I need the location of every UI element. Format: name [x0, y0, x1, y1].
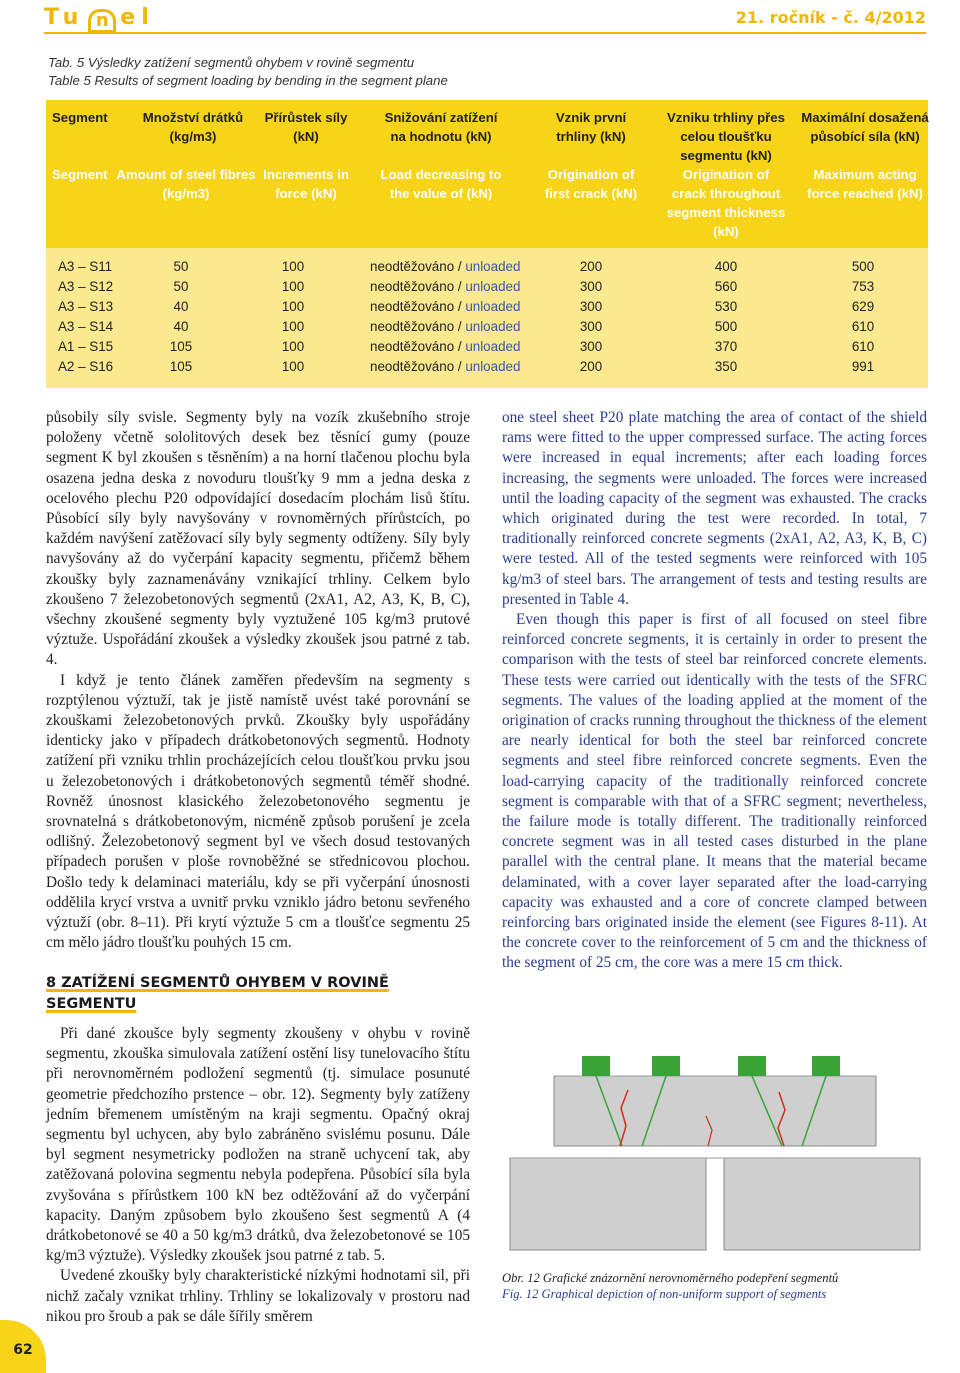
cell-increment: 100 — [281, 359, 305, 374]
logo-letter: l — [141, 5, 155, 30]
cell-load-cz: neodtěžováno — [370, 339, 455, 354]
cell-load-en: unloaded — [465, 299, 521, 314]
cell-load-en: unloaded — [465, 359, 521, 374]
cell-first-crack: 300 — [579, 339, 603, 354]
cell-through-crack: 350 — [714, 359, 738, 374]
figure-12 — [502, 1046, 928, 1262]
cell-load-cz: neodtěžováno — [370, 299, 455, 314]
cell-load: neodtěžováno / unloaded — [370, 299, 521, 314]
table-row — [46, 277, 928, 297]
table-row — [46, 297, 928, 317]
cell-first-crack: 200 — [579, 259, 603, 274]
cell-increment: 100 — [281, 259, 305, 274]
logo-letter: T — [44, 5, 63, 30]
cell-max-force: 610 — [851, 339, 875, 354]
cell-max-force: 991 — [851, 359, 875, 374]
cell-first-crack: 200 — [579, 359, 603, 374]
header-through-crack-en: Origination of crack throughout segment thickness (kN) — [666, 167, 786, 239]
header-divider — [44, 32, 926, 34]
cell-through-crack: 370 — [714, 339, 738, 354]
journal-logo — [44, 5, 155, 33]
shield-ram — [738, 1056, 766, 1076]
cell-max-force: 629 — [851, 299, 875, 314]
paragraph: Uvedené zkoušky byly charakteristické nízkými hodnotami sil, při nichž začaly vznikat trhliny. Trhliny se lokalizovaly v prostoru nad nikou pro šroub a pak se dále šířily směrem — [46, 1267, 470, 1325]
paragraph: one steel sheet P20 plate matching the area of contact of the shield rams were fitted to the upper compressed surface. The acting forces were increased in equal increments; after each loading forces increasing, the segments were unloaded. The forces were increased until the loading capacity of the segment was exhausted. The cracks which originated during the test were recorded. In total, 7 traditionally reinforced concrete segments (2xA1, A2, A3, K, B, C) were tested. All of the tested segments were reinforced with 105 kg/m3 of steel bars. The arrangement of tests and testing results are presented in Table 4. — [502, 409, 927, 608]
cell-load-en: unloaded — [465, 319, 521, 334]
cell-fibres: 50 — [173, 279, 189, 294]
cell-segment: A2 – S16 — [58, 359, 114, 374]
issue-label: 21. ročník - č. 4/2012 — [735, 8, 926, 27]
cell-load: neodtěžováno / unloaded — [370, 339, 521, 354]
logo-letter: e — [120, 5, 142, 30]
results-table — [46, 100, 928, 388]
cell-load: neodtěžováno / unloaded — [370, 359, 521, 374]
table-caption — [48, 54, 448, 90]
cell-increment: 100 — [281, 299, 305, 314]
figure-caption-cz: Obr. 12 Grafické znázornění nerovnoměrného podepření segmentů — [502, 1271, 839, 1285]
page-header — [0, 0, 960, 34]
table-caption-en: Table 5 Results of segment loading by bending in the segment plane — [48, 73, 448, 88]
segment-lower-left — [510, 1158, 706, 1250]
shield-ram — [582, 1056, 610, 1076]
header-through-crack-cz: Vzniku trhliny přes celou tloušťku segmentu (kN) — [667, 110, 785, 163]
header-max-force-en: Maximum acting force reached (kN) — [807, 167, 923, 201]
cell-fibres: 40 — [173, 319, 189, 334]
cell-fibres: 40 — [173, 299, 189, 314]
logo-letter: u — [62, 5, 85, 30]
cell-increment: 100 — [281, 319, 305, 334]
cell-increment: 100 — [281, 279, 305, 294]
page-number: 62 — [0, 1320, 46, 1373]
cell-increment: 100 — [281, 339, 305, 354]
cell-load-cz: neodtěžováno — [370, 359, 455, 374]
cell-through-crack: 400 — [714, 259, 738, 274]
header-first-crack-cz: Vznik první trhliny (kN) — [555, 110, 627, 144]
header-fibres-en: Amount of steel fibres (kg/m3) — [116, 167, 256, 201]
cell-segment: A3 – S11 — [58, 259, 113, 274]
table-row — [46, 257, 928, 277]
cell-fibres: 105 — [169, 339, 193, 354]
cell-max-force: 753 — [851, 279, 875, 294]
cell-segment: A1 – S15 — [58, 339, 114, 354]
cell-max-force: 500 — [851, 259, 875, 274]
cell-through-crack: 560 — [714, 279, 738, 294]
segment-support-diagram — [502, 1046, 928, 1262]
article-column-cz — [46, 408, 470, 1327]
cell-through-crack: 530 — [714, 299, 738, 314]
cell-load-en: unloaded — [465, 279, 521, 294]
header-segment-en: Segment — [52, 167, 108, 182]
cell-load: neodtěžováno / unloaded — [370, 259, 521, 274]
cell-load-cz: neodtěžováno — [370, 319, 455, 334]
header-segment-cz: Segment — [52, 110, 108, 125]
paragraph: I když je tento článek zaměřen především na segmenty s rozptýlenou výztuží, tak je jistě namístě uvést také porovnání se zkouškami železobetonových prvků. Zkoušky byly uspořádány identicky jako v případech drátkobetonových segmentů. Hodnoty zatížení při vzniku trhlin procházejících celou tloušťkou prvku jsou u železobetonových i drátkobetonových segmentů téměř shodné. Rovněž únosnost klasického železobetonového segmentu je srovnatelná s drátkobetonovým, nicméně způsob porušení je zcela odlišný. Železobetonový segment byl ve všech dosud testovaných případech porušen v ploše rovnoběžné se střednicovou plochou. Došlo tedy k delaminaci materiálu, kdy se při vyčerpání únosnosti oddělila krycí vrstva a uvnitř prvku vzniklo jádro betonu sevřeného výztuží (obr. 8–11). Při krytí výztuže 5 cm a tloušťce segmentu 25 cm mělo jádro tloušťku pouhých 15 cm. — [46, 671, 470, 952]
header-first-crack-en: Origination of first crack (kN) — [544, 167, 638, 201]
segment-upper — [554, 1076, 876, 1146]
header-increment-cz: Přírůstek síly (kN) — [264, 110, 348, 144]
table-caption-cz: Tab. 5 Výsledky zatížení segmentů ohybem v rovině segmentu — [48, 55, 415, 70]
cell-through-crack: 500 — [714, 319, 738, 334]
cell-segment: A3 – S13 — [58, 299, 114, 314]
header-increment-en: Increments in force (kN) — [263, 167, 349, 201]
shield-ram — [652, 1056, 680, 1076]
cell-fibres: 50 — [173, 259, 189, 274]
header-fibres-cz: Množství drátků (kg/m3) — [142, 110, 244, 144]
section-heading: 8 ZATÍŽENÍ SEGMENTŮ OHYBEM V ROVINĚ SEGMENTU — [46, 975, 389, 1012]
cell-segment: A3 – S14 — [58, 319, 114, 334]
table-row — [46, 317, 928, 337]
cell-segment: A3 – S12 — [58, 279, 114, 294]
table-row — [46, 357, 928, 377]
paragraph: Even though this paper is first of all focused on steel fibre reinforced concrete segments, it is certainly in order to present the comparison with the tests of steel bar reinforced concrete elements. These tests were carried out identically with the tests of the SFRC segments. The values of the loading applied at the moment of the origination of cracks running throughout the thickness of the element are nearly identical for both the steel bar reinforced concrete segments and steel fibre reinforced concrete segments. Even the load-carrying capacity of the traditionally reinforced concrete segment is comparable with that of a SFRC segment; nevertheless, the failure mode is totally different. The traditionally reinforced concrete segment was in all tested cases disturbed in the plane parallel with the central plane. It means that the material became delaminated, with a cover layer separated after the load-carrying capacity was exhausted and a core of concrete clamped between reinforcing bars originated inside the element (see Figures 8-11). At the concrete cover to the reinforcement of 5 cm and the thickness of the segment of 25 cm, the core was a mere 15 cm thick. — [502, 611, 927, 972]
cell-first-crack: 300 — [579, 279, 603, 294]
header-max-force-cz: Maximální dosažená působící síla (kN) — [801, 110, 929, 144]
segment-lower-right — [724, 1158, 920, 1250]
table-header — [46, 100, 928, 248]
figure-caption — [502, 1270, 928, 1302]
cell-load: neodtěžováno / unloaded — [370, 319, 521, 334]
header-load-en: Load decreasing to the value of (kN) — [380, 167, 502, 201]
cell-max-force: 610 — [851, 319, 875, 334]
cell-load-en: unloaded — [465, 259, 521, 274]
cell-first-crack: 300 — [579, 299, 603, 314]
cell-load-cz: neodtěžováno — [370, 259, 455, 274]
logo-letter: n — [95, 10, 109, 31]
paragraph: působily síly svisle. Segmenty byly na vozík zkušebního stroje položeny včetně sololitových desek bez těsnící gumy (pouze segment K byl zkoušen s těsněním) a na horní tlačenou plochu byla osazena jedna deska z novoduru tloušťky 9 mm a jedna deska z ocelového plechu P20 odpovídající dosedacím plochám lisů štítu. Působící síly byly navyšovány v rovnoměrných přírůstcích, po každém navýšení zatěžovací síly byly segmenty odtíženy. Síly byly navyšovány až do vyčerpání kapacity segmentu, přičemž během zkoušky byly zaznamenávány vznikající trhliny. Celkem bylo zkoušeno 7 železobetonových segmentů (2xA1, A2, A3, K, B, C), všechny zkoušené segmenty byly vyztužené 105 kg/m3 prutové výztuže. Uspořádání zkoušek a výsledky zkoušek jsou patrné z tab. 4. — [46, 409, 470, 669]
figure-caption-en: Fig. 12 Graphical depiction of non-uniform support of segments — [502, 1287, 827, 1301]
paragraph: Při dané zkoušce byly segmenty zkoušeny v ohybu v rovině segmentu, zkouška simulovala zatížení ostění lisy tunelovacího štítu při nerovnoměrném podložení segmentů (tj. simulace posunuté geometrie předchozího prstence – obr. 12). Segmenty byly zatíženy jedním břemenem umístěným na kraji segmentu. Opačný okraj segmentu byl uchycen, aby bylo zabráněno svislému posunu. Dále byl segment nesymetricky podložen na straně uchycení tak, aby zatěžovaná polovina segmentu nebyla podepřena. Působící síla byla zvyšována s přírůstkem 100 kN bez odtěžování až do vyčerpání kapacity. Daným způsobem bylo zkoušeno šest segmentů A (4 drátkobetonové se 40 a 50 kg/m3 drátků, dva železobetonové se 105 kg/m3 výztuže). Výsledky zkoušek jsou patrné z tab. 5. — [46, 1024, 470, 1265]
header-load-cz: Snižování zatížení na hodnotu (kN) — [384, 110, 498, 144]
cell-load-cz: neodtěžováno — [370, 279, 455, 294]
shield-ram — [812, 1056, 840, 1076]
cell-load: neodtěžováno / unloaded — [370, 279, 521, 294]
cell-fibres: 105 — [169, 359, 193, 374]
table-row — [46, 337, 928, 357]
logo-tunnel-icon — [88, 9, 116, 33]
article-column-en — [502, 408, 927, 974]
cell-load-en: unloaded — [465, 339, 521, 354]
cell-first-crack: 300 — [579, 319, 603, 334]
